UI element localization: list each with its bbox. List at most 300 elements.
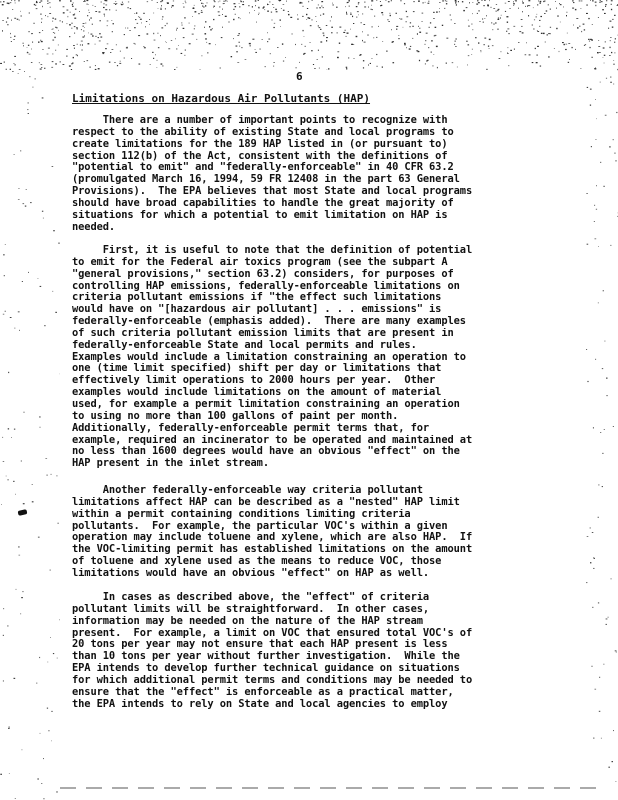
noise-speck [39,657,40,658]
noise-speck [162,16,164,17]
noise-speck [536,14,537,15]
noise-speck [600,82,601,83]
noise-speck [135,19,136,20]
noise-speck [82,44,83,45]
noise-speck [69,36,70,37]
noise-speck [532,24,533,25]
noise-speck [372,9,373,10]
noise-speck [143,13,145,14]
noise-speck [481,51,482,52]
noise-speck [222,14,223,15]
noise-speck [35,78,36,79]
noise-speck [5,311,6,312]
noise-speck [467,65,468,66]
noise-speck [495,23,497,24]
noise-speck [425,2,426,3]
noise-speck [30,202,32,203]
noise-speck [63,64,65,65]
noise-speck [311,50,313,51]
noise-speck [506,31,507,32]
noise-speck [550,33,551,34]
noise-speck [127,28,128,29]
noise-speck [337,51,339,52]
noise-speck [75,9,77,10]
noise-speck [600,432,601,433]
noise-speck [57,658,58,659]
noise-speck [609,767,610,768]
noise-speck [606,78,607,79]
noise-speck [400,0,401,1]
noise-speck [346,12,347,13]
noise-speck [209,43,211,44]
noise-speck [235,14,236,15]
noise-speck [109,62,111,63]
noise-speck [13,63,14,64]
noise-speck [540,66,541,67]
noise-speck [14,678,16,679]
noise-speck [248,5,249,6]
noise-speck [123,4,124,5]
noise-speck [69,24,71,25]
noise-speck [161,27,163,28]
noise-speck [262,39,263,40]
noise-speck [310,25,312,26]
noise-speck [70,0,72,1]
noise-speck [204,27,205,28]
noise-speck [198,13,199,14]
noise-speck [77,44,78,45]
noise-speck [112,20,113,21]
noise-speck [350,29,351,30]
noise-speck [250,45,251,46]
noise-speck [308,1,309,2]
noise-speck [510,50,512,51]
noise-speck [426,33,428,34]
noise-speck [422,3,424,4]
noise-speck [131,58,132,59]
noise-speck [323,7,324,8]
noise-speck [362,14,363,15]
noise-speck [559,3,560,4]
noise-speck [80,44,81,45]
noise-speck [107,26,108,27]
noise-speck [606,395,608,396]
noise-speck [572,0,574,1]
noise-speck [224,3,225,4]
noise-speck [38,537,40,538]
noise-speck [598,517,599,518]
noise-speck [484,0,486,1]
noise-speck [346,14,348,15]
noise-speck [577,27,579,28]
noise-speck [348,57,349,58]
noise-speck [104,15,105,16]
noise-speck [484,44,485,45]
noise-speck [472,13,473,14]
text-line: 20 tons per year may not ensure that each HAP present is less [72,639,448,651]
noise-speck [312,0,313,1]
noise-speck [513,5,514,6]
noise-speck [526,42,527,43]
noise-speck [74,26,76,27]
noise-speck [466,7,468,8]
noise-speck [330,20,331,21]
noise-speck [412,26,414,27]
noise-speck [72,4,73,5]
noise-speck [599,484,600,485]
paragraph-2 [72,245,542,470]
noise-speck [285,57,286,58]
noise-speck [82,50,83,51]
noise-speck [56,791,57,792]
noise-speck [507,29,509,30]
noise-speck [185,50,186,51]
noise-speck [50,637,51,638]
noise-speck [189,43,191,44]
noise-speck [318,50,319,51]
noise-speck [42,97,44,98]
noise-speck [235,6,237,7]
noise-speck [337,33,338,34]
text-line: limitations would have an obvious "effect" on HAP as well. [72,567,430,579]
noise-speck [283,4,285,5]
noise-speck [135,44,136,45]
noise-speck [364,42,366,43]
noise-speck [425,63,426,64]
noise-speck [101,2,102,3]
noise-speck [594,68,595,69]
noise-speck [141,22,142,23]
noise-speck [522,32,524,33]
noise-speck [201,10,202,11]
noise-speck [600,162,601,163]
noise-speck [3,680,4,681]
noise-speck [493,8,495,9]
noise-speck [436,12,438,13]
noise-speck [95,6,96,7]
noise-speck [399,18,400,19]
noise-speck [44,325,45,326]
noise-speck [24,71,25,72]
noise-speck [139,64,141,65]
noise-speck [501,15,502,16]
noise-speck [88,33,89,34]
noise-speck [82,37,84,38]
noise-speck [83,23,85,24]
noise-speck [403,27,404,28]
noise-speck [27,109,28,110]
noise-speck [53,653,54,654]
noise-speck [41,783,42,784]
noise-speck [138,17,139,18]
noise-speck [238,17,239,18]
noise-speck [153,33,154,34]
noise-speck [102,52,104,53]
noise-speck [207,52,208,53]
noise-speck [81,29,82,30]
noise-speck [286,1,287,2]
noise-speck [594,205,595,206]
noise-speck [390,13,391,14]
noise-speck [260,49,261,50]
noise-speck [157,2,158,3]
text-line: would have on "[hazardous air pollutant] . . . emissions" is [72,304,442,316]
noise-speck [223,1,225,2]
noise-speck [258,13,259,14]
noise-speck [310,42,311,43]
paragraph-4 [72,592,542,710]
noise-speck [189,23,190,24]
noise-speck [222,9,223,10]
noise-speck [88,43,90,44]
noise-speck [301,44,302,45]
text-line: of toluene and xylene used as the means to reduce VOC, those [72,556,442,568]
noise-speck [107,21,109,22]
noise-speck [225,0,226,1]
noise-speck [477,0,478,1]
noise-speck [40,733,41,734]
noise-speck [433,18,435,19]
noise-speck [112,49,114,50]
noise-speck [35,5,36,6]
noise-speck [508,53,509,54]
text-line: one (time limit specified) shift per day or limitations that [72,363,442,375]
noise-speck [446,3,447,4]
noise-speck [303,54,305,55]
noise-speck [320,15,321,16]
noise-speck [12,71,14,72]
noise-speck [364,2,365,3]
noise-speck [237,62,239,63]
noise-speck [445,0,446,1]
noise-speck [306,14,307,15]
noise-speck [442,25,443,26]
noise-speck [240,18,241,19]
noise-speck [39,416,40,417]
noise-speck [18,73,19,74]
noise-speck [350,14,352,15]
text-line: needed. [72,221,116,233]
text-line: There are a number of important points to recognize with [72,115,448,126]
noise-speck [498,19,500,20]
noise-speck [406,21,407,22]
noise-speck [336,7,337,8]
noise-speck [158,47,160,48]
noise-speck [137,23,139,24]
noise-speck [482,18,483,19]
noise-speck [270,53,271,54]
bottom-scan-dashes [60,783,600,793]
noise-speck [346,67,348,68]
noise-speck [145,26,146,27]
noise-speck [83,26,84,27]
noise-speck [518,8,519,9]
noise-speck [540,3,541,4]
noise-speck [362,31,363,32]
noise-speck [575,9,577,10]
noise-speck [218,11,220,12]
noise-speck [562,42,564,43]
text-line: criteria pollutant emissions if "the effect such limitations [72,292,442,304]
noise-speck [314,68,316,69]
noise-speck [569,59,570,60]
noise-speck [507,53,508,54]
noise-speck [587,244,589,245]
noise-speck [509,8,511,9]
noise-speck [527,6,528,7]
noise-speck [162,66,164,67]
noise-speck [281,8,282,9]
noise-speck [595,99,596,100]
noise-speck [436,46,438,47]
noise-speck [238,42,240,43]
noise-speck [587,536,589,537]
noise-speck [158,8,159,9]
noise-speck [572,8,574,9]
noise-speck [489,48,490,49]
noise-speck [89,10,90,11]
noise-speck [418,1,420,2]
noise-speck [350,13,351,14]
noise-speck [450,15,451,16]
noise-speck [548,33,550,34]
noise-speck [444,8,445,9]
noise-speck [72,63,73,64]
noise-speck [282,43,283,44]
noise-speck [74,18,76,19]
noise-speck [589,41,590,42]
noise-speck [363,60,364,61]
noise-speck [59,619,60,620]
noise-speck [331,16,332,17]
noise-speck [91,34,93,35]
noise-speck [454,41,456,42]
noise-speck [221,37,223,38]
noise-speck [104,52,105,53]
noise-speck [363,24,365,25]
noise-speck [603,664,604,665]
noise-speck [150,64,151,65]
noise-speck [536,16,537,17]
noise-speck [201,56,202,57]
noise-speck [590,527,591,528]
noise-speck [410,46,411,47]
noise-speck [442,0,443,1]
noise-speck [134,13,135,14]
noise-speck [263,7,264,8]
noise-speck [513,3,515,4]
noise-speck [181,25,182,26]
text-line: section 112(b) of the Act, consistent with the definitions of [72,150,448,162]
noise-speck [539,26,540,27]
noise-speck [47,662,48,663]
noise-speck [371,5,372,6]
noise-speck [356,36,358,37]
noise-speck [134,43,135,44]
noise-speck [252,6,253,7]
noise-speck [83,30,84,31]
noise-speck [239,33,240,34]
noise-speck [316,21,317,22]
noise-speck [318,25,319,26]
noise-speck [292,33,293,34]
noise-speck [328,68,329,69]
noise-speck [602,368,603,369]
noise-speck [103,53,105,54]
noise-speck [239,3,240,4]
noise-speck [32,484,33,485]
noise-speck [26,189,27,190]
noise-speck [19,20,20,21]
noise-speck [468,44,470,45]
text-line: Examples would include a limitation constraining an operation to [72,351,466,363]
noise-speck [606,619,608,620]
noise-speck [70,12,71,13]
noise-speck [433,54,434,55]
noise-speck [37,683,38,684]
noise-speck [43,758,44,759]
noise-speck [602,486,603,487]
scan-noise-right [585,0,618,800]
noise-speck [371,9,372,10]
noise-speck [364,7,366,8]
noise-speck [418,51,420,52]
noise-speck [481,0,483,1]
noise-speck [98,68,100,69]
noise-speck [605,115,607,116]
noise-speck [519,31,521,32]
noise-speck [533,7,534,8]
text-line: controlling HAP emissions, federally-enforceable limitations on [72,280,460,292]
noise-speck [116,10,117,11]
noise-speck [295,44,296,45]
noise-speck [610,77,611,78]
noise-speck [283,61,284,62]
noise-speck [161,5,162,6]
noise-speck [233,19,234,20]
noise-speck [8,428,9,429]
noise-speck [518,42,520,43]
noise-speck [254,10,255,11]
noise-speck [92,35,94,36]
noise-speck [371,0,373,1]
noise-speck [95,44,96,45]
text-line: Provisions). The EPA believes that most State and local programs [72,186,473,198]
noise-speck [356,17,357,18]
noise-speck [545,42,546,43]
text-line: for which additional permit terms and conditions may be needed to [72,674,473,686]
noise-speck [200,0,201,1]
noise-speck [356,6,358,7]
noise-speck [522,11,523,12]
noise-speck [353,58,354,59]
noise-speck [267,32,268,33]
noise-speck [348,2,349,3]
noise-speck [343,32,345,33]
noise-speck [50,570,51,571]
noise-speck [493,29,494,30]
noise-speck [40,286,42,287]
noise-speck [359,55,360,56]
noise-speck [95,36,97,37]
noise-speck [272,20,273,21]
noise-speck [167,23,168,24]
noise-speck [598,303,599,304]
noise-speck [88,4,89,5]
noise-speck [153,13,154,14]
noise-speck [604,63,605,64]
noise-speck [579,26,580,27]
